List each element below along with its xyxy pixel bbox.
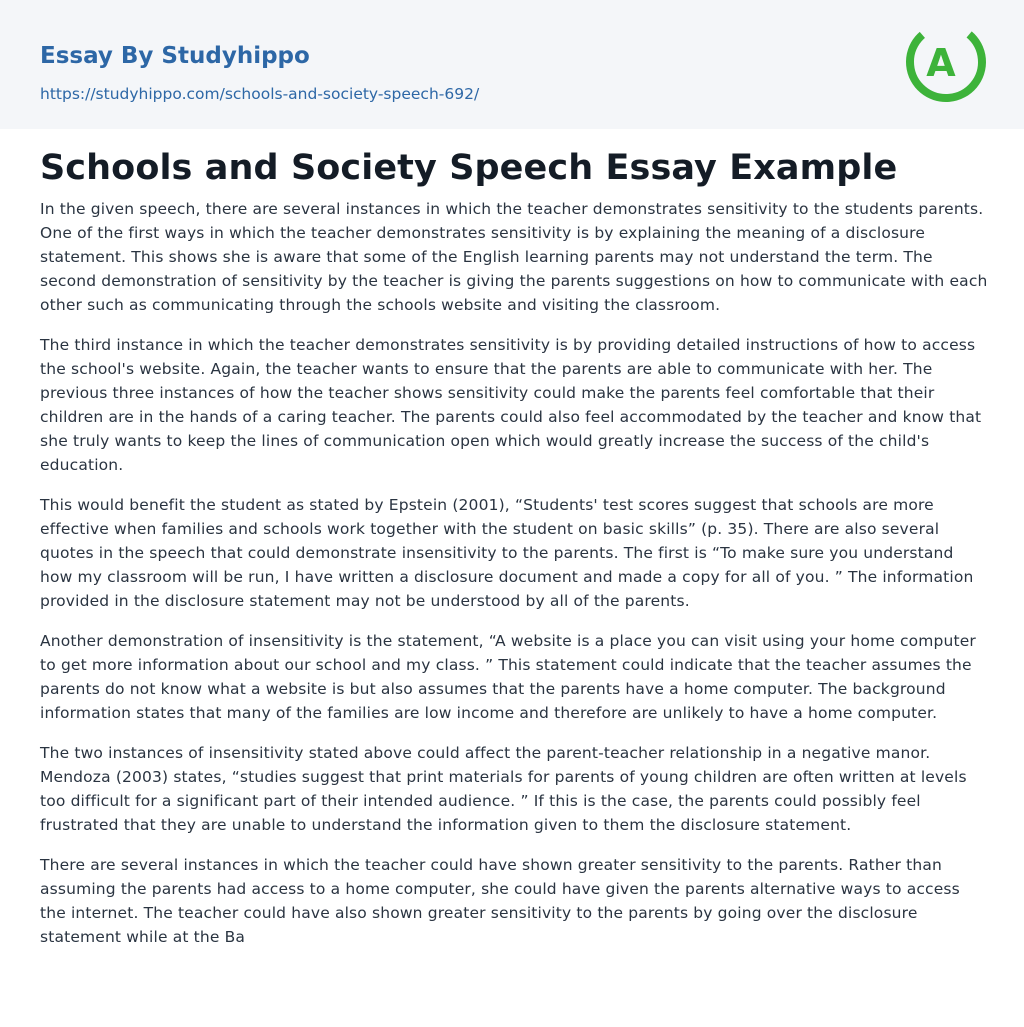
logo-letter: A bbox=[926, 41, 956, 85]
paragraph: This would benefit the student as stated by Epstein (2001), “Students' test scores suggest that schools are more effective when families and schools work together with the student on basic skills” (p. 35). There are also several quotes in the speech that could demonstrate insensitivity to the parents. The first is “To make sure you understand how my classroom will be run, I have written a disclosure document and made a copy for all of you. ” The information provided in the disclosure statement may not be understood by all of the parents. bbox=[40, 496, 974, 610]
article bbox=[40, 144, 990, 965]
paragraph: The third instance in which the teacher demonstrates sensitivity is by providing detailed instructions of how to access the school's website. Again, the teacher wants to ensure that the parents are able to communicate with her. The previous three instances of how the teacher shows sensitivity could make the parents feel comfortable that their children are in the hands of a caring teacher. The parents could also feel accommodated by the teacher and know that she truly wants to keep the lines of communication open which would greatly increase the success of the child's education. bbox=[40, 336, 982, 474]
page-title: Schools and Society Speech Essay Example bbox=[40, 148, 898, 188]
studyhippo-logo-icon[interactable] bbox=[902, 18, 990, 106]
paragraph: In the given speech, there are several instances in which the teacher demonstrates sensitivity to the students parents. One of the first ways in which the teacher demonstrates sensitivity is by explaining the meaning of a disclosure statement. This shows she is aware that some of the English learning parents may not understand the term. The second demonstration of sensitivity by the teacher is giving the parents suggestions on how to communicate with each other such as communicating through the schools website and visiting the classroom. bbox=[40, 200, 988, 314]
source-url-link[interactable]: https://studyhippo.com/schools-and-society-speech-692/ bbox=[40, 85, 480, 103]
article-body bbox=[40, 197, 990, 949]
brand-title[interactable]: Essay By Studyhippo bbox=[40, 43, 310, 69]
paragraph: There are several instances in which the teacher could have shown greater sensitivity to the parents. Rather than assuming the parents had access to a home computer, she could have given the parents alternative ways to access the internet. The teacher could have also shown greater sensitivity to the parents by going over the disclosure statement while at the Ba bbox=[40, 856, 960, 946]
paragraph: Another demonstration of insensitivity is the statement, “A website is a place you can visit using your home computer to get more information about our school and my class. ” This statement could indicate that the teacher assumes the parents do not know what a website is but also assumes that the parents have a home computer. The background information states that many of the families are low income and therefore are unlikely to have a home computer. bbox=[40, 632, 976, 722]
site-header bbox=[0, 0, 1024, 129]
paragraph: The two instances of insensitivity stated above could affect the parent-teacher relationship in a negative manor. Mendoza (2003) states, “studies suggest that print materials for parents of young children are often written at levels too difficult for a significant part of their intended audience. ” If this is the case, the parents could possibly feel frustrated that they are unable to understand the information given to them the disclosure statement. bbox=[40, 744, 967, 834]
